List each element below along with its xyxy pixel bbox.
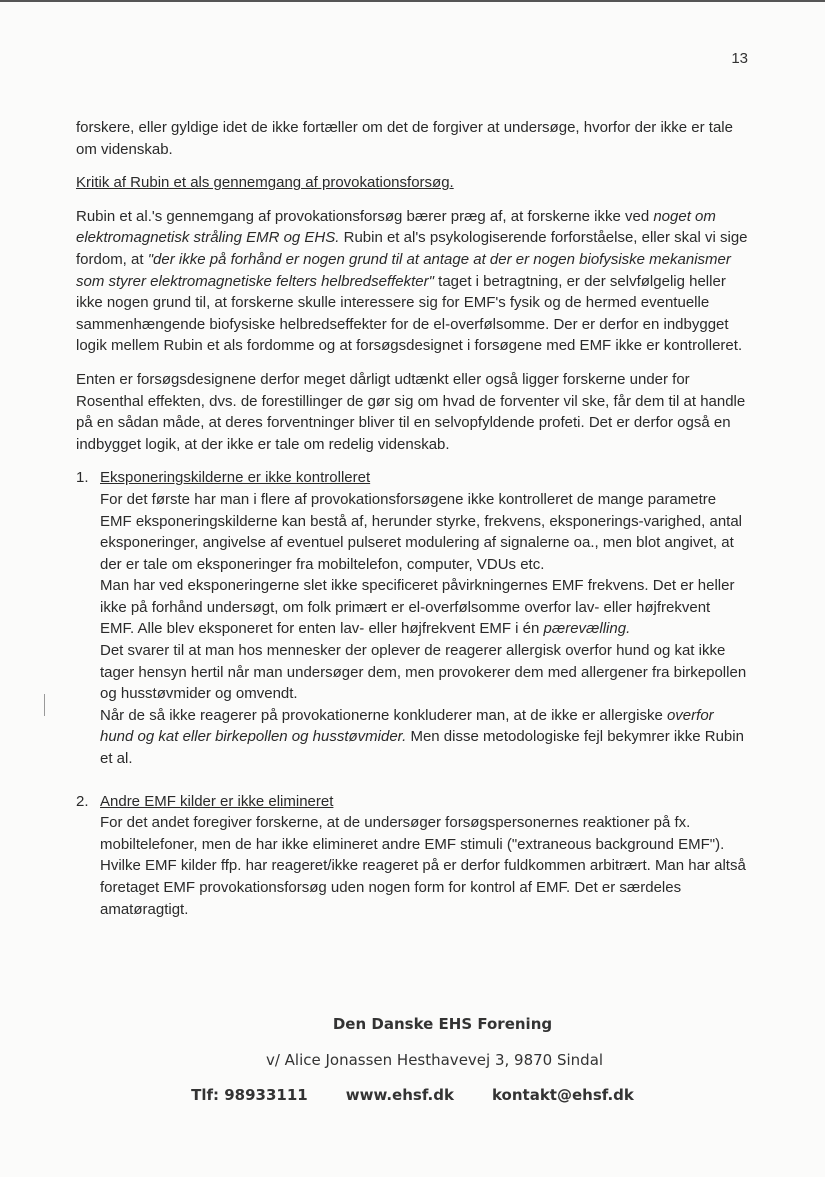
margin-mark [44, 694, 45, 716]
text-span: Når de så ikke reagerer på provokationerne konkluderer man, at de ikke er allergiske [100, 706, 667, 724]
list-item-title: Andre EMF kilder er ikke elimineret [100, 792, 334, 810]
italic-span: noget om elektromagnetisk stråling EMR og EHS. [76, 207, 716, 247]
top-border-line [0, 0, 825, 2]
italic-span: pærevælling. [543, 620, 631, 638]
text-span: taget i betragtning, er der selvfølgelig heller ikke nogen grund til, at forskerne skulle interessere sig for EMF's fysik og de hermed eventuelle sammenhængende biofysiske helbredseffekter for de el-overfølsomme. Der er derfor en indbygget logik mellem Rubin et als fordomme og at forsøgsdesignet i forsøgene med EMF ikke er kontrolleret. [76, 272, 743, 355]
footer-organization: Den Danske EHS Forening [332, 1015, 553, 1033]
numbered-list [76, 467, 748, 920]
list-number: 2. [76, 792, 89, 810]
paragraph-rubin [76, 206, 748, 357]
list-item-body [100, 467, 748, 769]
list-number: 1. [76, 469, 89, 487]
paragraph-intro: forskere, eller gyldige idet de ikke fortæller om det de forgiver at undersøge, hvorfor der ikke er tale om videnskab. [76, 119, 733, 158]
section-heading: Kritik af Rubin et als gennemgang af provokationsforsøg. [76, 174, 454, 192]
page-number: 13 [731, 50, 748, 67]
list-item-text: For det første har man i flere af provokationsforsøgene ikke kontrolleret de mange parametre EMF eksponeringskilderne kan bestå af, herunder styrke, frekvens, eksponerings-varighed, antal eksponeringer, angivelse af eventuel pulseret modulering af signalerne oa., men blot angivet, at der er tale om eksponeringer fra mobiltelefon, computer, VDUs etc. [100, 490, 743, 573]
text-span: Men disse metodologiske fejl bekymrer ikke Rubin et al. [100, 728, 744, 768]
footer-website-link[interactable]: www.ehsf.dk [345, 1086, 454, 1104]
text-span: Man har ved eksponeringerne slet ikke specificeret påvirkningernes EMF frekvens. Det er heller ikke på forhånd undersøgt, om folk primært er el-overfølsomme overfor lav- eller højfrekvent EMF. Alle blev eksponeret for enten lav- eller højfrekvent EMF i én [100, 577, 735, 638]
list-item-text [100, 705, 748, 770]
footer-email-link[interactable]: kontakt@ehsf.dk [491, 1086, 634, 1104]
italic-quote: "der ikke på forhånd er nogen grund til at antage at der er nogen biofysiske mekanismer som styrer elektromagnetiske felters helbredseffekter" [76, 250, 731, 290]
list-item-text: For det andet foregiver forskerne, at de undersøger forsøgspersonernes reaktioner på fx. mobiltelefoner, men de har ikke elimineret andre EMF stimuli ("extraneous background EMF"). Hvilke EMF kilder ffp. har reageret/ikke reageret på er derfor fuldkommen arbitrært. Man har altså foretaget EMF provokationsforsøg uden nogen form for kontrol af EMF. Det er særdeles amatøragtigt. [100, 814, 746, 918]
italic-span: overfor hund og kat eller birkepollen og husstøvmider. [100, 706, 714, 746]
text-span: Rubin et al.'s gennemgang af provokationsforsøg bærer præg af, at forskerne ikke ved [76, 207, 654, 225]
list-item-text: Det svarer til at man hos mennesker der oplever de reagerer allergisk overfor hund og kat ikke tager hensyn hertil når man undersøger dem, men provokerer dem med allergener fra birkepollen og husstøvmider og omvendt. [100, 642, 747, 703]
footer-contact [0, 1086, 825, 1104]
list-item [76, 791, 748, 921]
list-item [76, 467, 748, 769]
list-item-body [100, 791, 748, 921]
footer-phone: Tlf: 98933111 [191, 1086, 308, 1104]
footer-address: v/ Alice Jonassen Hesthavevej 3, 9870 Sindal [265, 1051, 604, 1069]
list-item-text [100, 575, 748, 640]
paragraph-rosenthal: Enten er forsøgsdesignene derfor meget dårligt udtænkt eller også ligger forskerne under for Rosenthal effekten, dvs. de forestillinger de gør sig om hvad de forventer vil ske, får dem til at handle på en sådan måde, at deres forventninger bliver til en selvopfyldende profeti. Det er derfor også en indbygget logik, at der ikke er tale om redelig videnskab. [76, 370, 746, 453]
list-item-title: Eksponeringskilderne er ikke kontrolleret [100, 469, 371, 487]
document-body [76, 117, 748, 920]
text-span: Rubin et al's psykologiserende forforståelse, eller skal vi sige fordom, at [76, 229, 748, 268]
